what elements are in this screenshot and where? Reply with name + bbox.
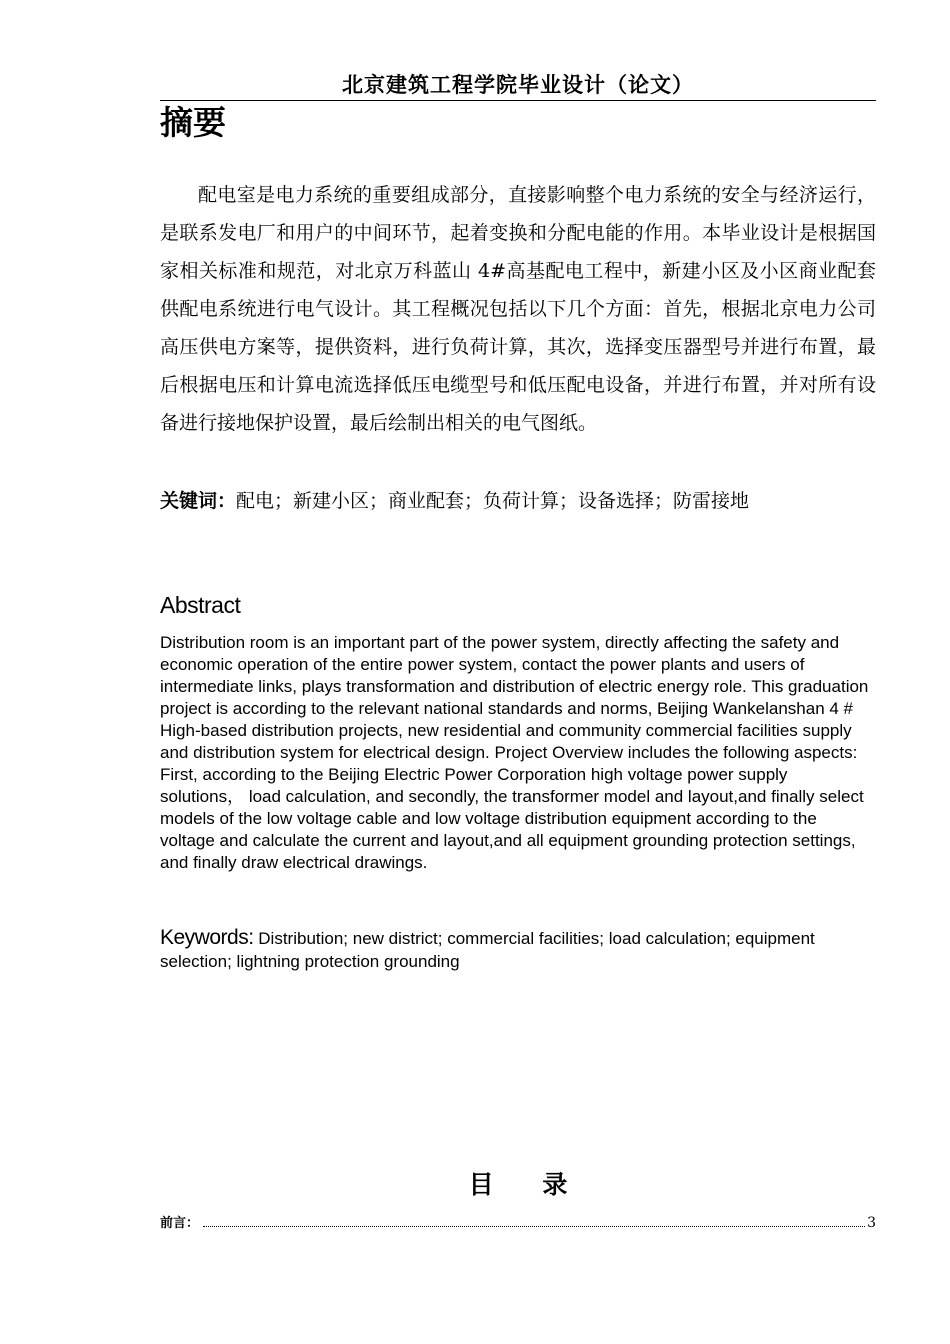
page-header	[160, 70, 876, 101]
chinese-keywords	[160, 482, 876, 520]
toc-title: 目 录	[468, 1170, 568, 1199]
toc-entry-label: 前言：	[160, 1216, 200, 1231]
english-keywords	[160, 926, 876, 973]
toc-entry[interactable]	[160, 1212, 876, 1235]
english-keywords-text: Distribution; new district; commercial facilities; load calculation; equipment selection; lightning protection grounding	[160, 929, 815, 971]
toc-leader-dots	[203, 1225, 865, 1227]
english-abstract-title: Abstract	[160, 592, 241, 618]
chinese-abstract-title: 摘要	[160, 103, 226, 142]
chinese-keywords-label: 关键词：	[160, 490, 237, 512]
english-keywords-label: Keywords:	[160, 926, 254, 949]
toc-entry-page: 3	[867, 1215, 876, 1231]
page-header-title: 北京建筑工程学院毕业设计（论文）	[342, 72, 694, 97]
english-abstract-body: Distribution room is an important part of the power system, directly affecting the safety and economic operation of the entire power system, contact the power plants and users of intermediate links, plays transformation and distribution of electric energy role. This graduation project is according to the relevant national standards and norms, Beijing Wankelanshan 4 # High-based distribution projects, new residential and community commercial facilities supply and distribution system for electrical design. Project Overview includes the following aspects: First, according to the Beijing Electric Power Corporation high voltage power supply solutions， load calculation, and secondly, the transformer model and layout,and finally select models of the low voltage cable and low voltage distribution equipment according to the voltage and calculate the current and layout,and all equipment grounding protection settings, and finally draw electrical drawings.	[160, 633, 869, 872]
chinese-keywords-text: 配电；新建小区；商业配套；负荷计算；设备选择；防雷接地	[236, 490, 750, 512]
chinese-abstract-body: 配电室是电力系统的重要组成部分，直接影响整个电力系统的安全与经济运行，是联系发电厂和用户的中间环节，起着变换和分配电能的作用。本毕业设计是根据国家相关标准和规范，对北京万科蓝山 4#高基配电工程中，新建小区及小区商业配套供配电系统进行电气设计。其工程概况包括以下几个方面：首先，根据北京电力公司高压供电方案等，提供资料，进行负荷计算，其次，选择变压器型号并进行布置，最后根据电压和计算电流选择低压电缆型号和低压配电设备，并进行布置，并对所有设备进行接地保护设置，最后绘制出相关的电气图纸。	[160, 184, 876, 434]
